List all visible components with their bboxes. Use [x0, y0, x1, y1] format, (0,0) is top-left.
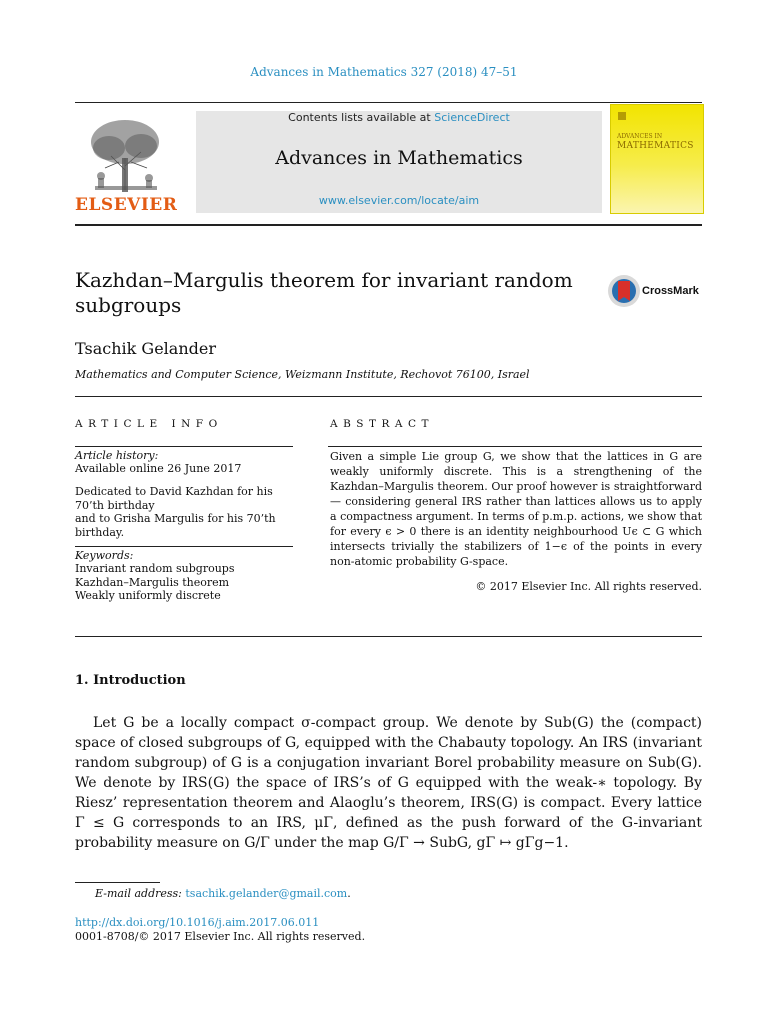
contents-line — [196, 111, 602, 125]
article-history-label: Article history: — [75, 449, 159, 462]
article-history-value: Available online 26 June 2017 — [75, 462, 242, 475]
issn-line: 0001-8708/© 2017 Elsevier Inc. All rights reserved. — [75, 930, 366, 943]
journal-url-link[interactable]: www.elsevier.com/locate/aim — [318, 194, 480, 207]
dedication-line: Dedicated to David Kazhdan for his — [75, 485, 273, 498]
sciencedirect-link[interactable]: ScienceDirect — [434, 111, 510, 124]
info-top-rule — [75, 396, 702, 397]
keywords-rule — [75, 546, 293, 547]
keywords-list — [75, 562, 235, 603]
author-affiliation: Mathematics and Computer Science, Weizmann Institute, Rechovot 76100, Israel — [75, 368, 530, 381]
cover-title: MATHEMATICS — [617, 141, 694, 151]
dedication — [75, 485, 293, 539]
header-top-rule — [75, 102, 702, 103]
crossmark-label[interactable]: CrossMark — [642, 285, 699, 297]
article-info-rule — [75, 446, 293, 447]
journal-reference[interactable]: Advances in Mathematics 327 (2018) 47–51 — [250, 65, 518, 79]
keyword-item: Invariant random subgroups — [75, 562, 235, 575]
intro-paragraph: Let G be a locally compact σ-compact group. We denote by Sub(G) the (compact) space of closed subgroups of G, equipped with the Chabauty topology. An IRS (invariant random subgroup) of G is a conjugation invariant Borel probability measure on Sub(G). We denote by IRS(G) the space of IRS’s of G equipped with the weak-∗ topology. By Riesz’ representation theorem and Alaoglu’s theorem, IRS(G) is compact. Every lattice Γ ≤ G corresponds to an IRS, μΓ, defined as the push forward of the G-invariant probability measure on G/Γ under the map G/Γ → SubG, gΓ ↦ gΓg−1. — [75, 715, 702, 851]
abstract-text: Given a simple Lie group G, we show that the lattices in G are weakly uniformly discrete. This is a strengthening of the Kazhdan–Margulis theorem. Our proof however is straightforward — considering general IRS rather than lattices allows us to apply a compactness argument. In terms of p.m.p. actions, we show that for every ϵ > 0 there is an identity neighbourhood Uϵ ⊂ G which intersects trivially the stabilizers of 1−ϵ of the points in every non-atomic probability G-space. — [330, 450, 702, 568]
doi-link[interactable]: http://dx.doi.org/10.1016/j.aim.2017.06.011 — [75, 916, 320, 929]
footnote — [95, 887, 351, 900]
cover-emblem-icon — [617, 111, 627, 121]
article-info-heading: ARTICLE INFO — [75, 418, 223, 430]
author-email-link[interactable]: tsachik.gelander@gmail.com — [185, 887, 348, 900]
keyword-item: Kazhdan–Margulis theorem — [75, 575, 230, 589]
elsevier-wordmark: ELSEVIER — [75, 195, 178, 215]
abstract-heading: ABSTRACT — [330, 418, 435, 430]
abstract-rule — [328, 446, 702, 447]
paper-title: Kazhdan–Margulis theorem for invariant random subgroups — [75, 268, 573, 317]
footnote-end: . — [347, 887, 351, 900]
section-heading: 1. Introduction — [75, 673, 186, 688]
dedication-line: and to Grisha Margulis for his 70’th — [75, 512, 276, 525]
dedication-line: birthday. — [75, 525, 125, 539]
abstract-bottom-rule — [75, 636, 702, 637]
dedication-line: 70’th birthday — [75, 498, 155, 512]
footnote-label: E-mail address: — [95, 887, 186, 900]
abstract-copyright: © 2017 Elsevier Inc. All rights reserved. — [475, 580, 702, 593]
keywords-label: Keywords: — [75, 549, 134, 562]
journal-cover-image — [610, 104, 704, 214]
keyword-item: Weakly uniformly discrete — [75, 589, 221, 602]
author-name: Tsachik Gelander — [75, 339, 216, 358]
journal-title: Advances in Mathematics — [275, 147, 523, 169]
journal-banner — [196, 111, 602, 213]
contents-prefix: Contents lists available at — [288, 111, 435, 124]
header-bottom-rule — [75, 224, 702, 226]
cover-subtitle: ADVANCES IN — [617, 133, 663, 140]
footnote-rule — [75, 882, 160, 883]
